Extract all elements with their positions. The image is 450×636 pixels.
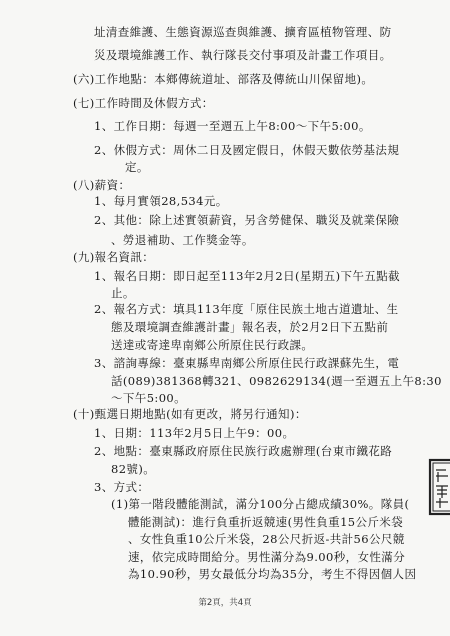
text-line: 2、休假方式：周休二日及國定假日，休假天數依勞基法規 (94, 143, 400, 157)
text-line: (六)工作地點：本鄉傳統道址、部落及傳統山川保留地)。 (73, 72, 374, 86)
text-line: 災及環境維護工作、執行隊長交付事項及計畫工作項目。 (94, 48, 392, 62)
text-line: (九)報名資訊： (73, 250, 155, 264)
text-line: 定。 (125, 160, 149, 174)
text-line: 話(089)381368轉321、0982629134(週一至週五上午8:30 (111, 374, 442, 388)
text-line: 1、工作日期：每週一至週五上午8:00～下午5:00。 (94, 119, 371, 133)
text-line: (七)工作時間及休假方式： (73, 96, 214, 110)
text-line: 止。 (111, 286, 135, 300)
text-line: 82號)。 (111, 462, 156, 476)
text-line: 2、地點：臺東縣政府原住民族行政處辦理(台東市鐵花路 (94, 444, 393, 458)
text-line: 1、報名日期：即日起至113年2月2日(星期五)下午五點截 (94, 269, 400, 283)
text-line: 址清查維護、生態資源巡查與維護、擴育區植物管理、防 (94, 25, 392, 39)
text-line: 送達或寄達卑南鄉公所原住民行政課。 (111, 338, 314, 352)
text-line: 2、報名方式：填具113年度「原住民族土地古道遺址、生 (94, 302, 399, 316)
text-line: (1)第一階段體能測試，滿分100分占總成績30%。隊員( (111, 497, 410, 511)
seal-stamp (428, 458, 450, 516)
text-line: 速，依完成時間給分。男性滿分為9.00秒，女性滿分 (128, 550, 406, 564)
text-line: 體能測試)：進行負重折返競速(男性負重15公斤米袋 (128, 515, 404, 529)
text-line: 態及環境調查維護計畫」報名表，於2月2日下五點前 (111, 320, 389, 334)
text-line: 、勞退補助、工作獎金等。 (111, 233, 254, 247)
text-line: 3、方式： (94, 480, 150, 494)
text-line: (八)薪資： (73, 178, 131, 192)
text-line: 1、日期：113年2月5日上午9：00。 (94, 426, 295, 440)
text-line: 2、其他：除上述實領薪資，另含勞健保、職災及就業保險 (94, 213, 400, 227)
text-line: 3、諮詢專線：臺東縣卑南鄉公所原住民行政課蘇先生，電 (94, 356, 400, 370)
text-line: 為10.90秒，男女最低分均為35分，考生不得因個人因 (128, 567, 417, 581)
text-line: ～下午5:00。 (111, 391, 187, 405)
text-line: 1、每月實領28,534元。 (94, 194, 228, 208)
page-number: 第2頁，共4頁 (198, 598, 252, 608)
text-line: (十)甄選日期地點(如有更改，將另行通知)： (73, 407, 307, 421)
text-line: 、女性負重10公斤米袋，28公尺折返-共計56公尺競 (128, 532, 405, 546)
